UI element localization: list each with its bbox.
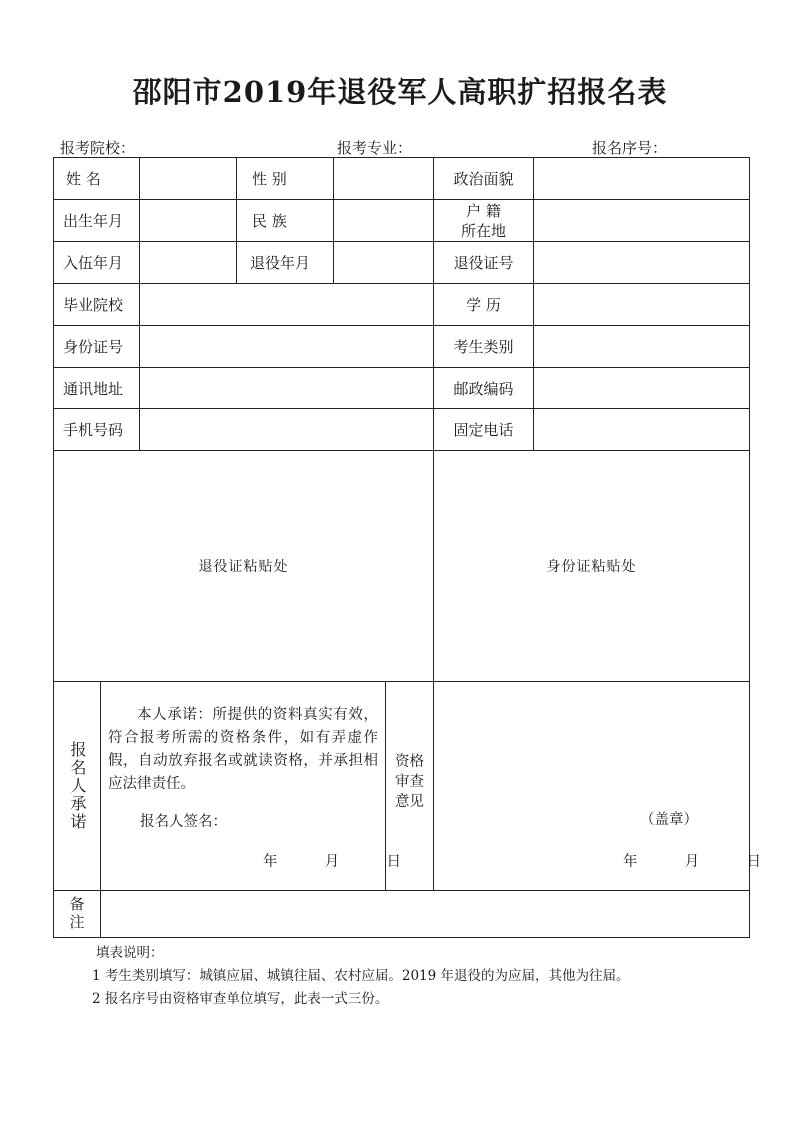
landline-field[interactable]: [534, 409, 749, 450]
name-field[interactable]: [140, 158, 236, 199]
pledge-day: 日: [386, 854, 401, 870]
seal-label: （盖章）: [640, 812, 698, 828]
gender-field[interactable]: [334, 158, 433, 199]
discharge-field[interactable]: [334, 242, 433, 283]
graduate-school-label: 毕业院校: [63, 296, 124, 314]
id-number-field[interactable]: [140, 326, 433, 367]
review-date: [623, 850, 761, 871]
pledge-text: 本人承诺：所提供的资料真实有效，符合报考所需的资格条件，如有弄虚作假，自动放弃报名或就读资格，并承担相应法律责任。: [108, 707, 378, 792]
candidate-type-field[interactable]: [534, 326, 749, 367]
school-label: 报考院校：: [60, 139, 136, 157]
pledge-side-label: 报名人承诺: [68, 741, 87, 831]
political-label: 政治面貌: [453, 170, 514, 188]
remarks-field[interactable]: [101, 891, 749, 937]
birth-label: 出生年月: [63, 212, 124, 230]
education-label: 学 历: [466, 296, 501, 314]
form-title: 邵阳市2019年退役军人高职扩招报名表: [132, 75, 668, 109]
ethnicity-field[interactable]: [334, 200, 433, 241]
landline-label: 固定电话: [453, 421, 514, 439]
id-number-label: 身份证号: [63, 338, 124, 356]
address-label: 通讯地址: [63, 379, 124, 398]
enlist-label: 入伍年月: [63, 254, 124, 272]
id-card-paste-area[interactable]: [434, 451, 749, 681]
notes-heading: 填表说明：: [96, 945, 164, 961]
pledge-year: 年: [263, 854, 278, 870]
discharge-cert-paste-area[interactable]: [54, 451, 433, 681]
serial-label: 报名序号：: [592, 139, 668, 157]
review-side-label: 资格审查意见: [395, 754, 424, 810]
pledge-month: 月: [324, 854, 340, 870]
signature-label: 报名人签名：: [140, 814, 227, 830]
review-year: 年: [623, 854, 638, 870]
hukou-label-line1: 户 籍: [466, 201, 501, 220]
notes-line-1: 1 考生类别填写：城镇应届、城镇往届、农村应届。2019 年退役的为应届，其他为往届。: [92, 968, 630, 984]
postal-field[interactable]: [534, 368, 749, 408]
mobile-field[interactable]: [140, 409, 433, 450]
graduate-school-field[interactable]: [140, 284, 433, 325]
notes-line-2: 2 报名序号由资格审查单位填写，此表一式三份。: [92, 991, 389, 1007]
hukou-label-line2: 所在地: [460, 221, 506, 240]
candidate-type-label: 考生类别: [453, 338, 514, 356]
address-field[interactable]: [140, 368, 433, 408]
enlist-field[interactable]: [140, 242, 236, 283]
postal-label: 邮政编码: [453, 379, 514, 398]
discharge-cert-label: 退役证号: [453, 254, 514, 272]
gender-label: 性 别: [252, 170, 287, 188]
discharge-cert-field[interactable]: [534, 242, 749, 283]
major-label: 报考专业：: [337, 139, 413, 157]
birth-field[interactable]: [140, 200, 236, 241]
pledge-date: [263, 850, 401, 871]
mobile-label: 手机号码: [63, 421, 124, 439]
political-field[interactable]: [534, 158, 749, 199]
review-day: 日: [746, 854, 761, 870]
ethnicity-label: 民 族: [252, 212, 287, 230]
discharge-cert-paste-label: 退役证粘贴处: [198, 559, 289, 575]
education-field[interactable]: [534, 284, 749, 325]
name-label: 姓 名: [66, 170, 101, 188]
hukou-field[interactable]: [534, 200, 749, 241]
review-month: 月: [684, 854, 700, 870]
discharge-label: 退役年月: [250, 254, 311, 272]
id-card-paste-label: 身份证粘贴处: [546, 559, 637, 575]
remarks-label: 备注: [67, 896, 86, 932]
